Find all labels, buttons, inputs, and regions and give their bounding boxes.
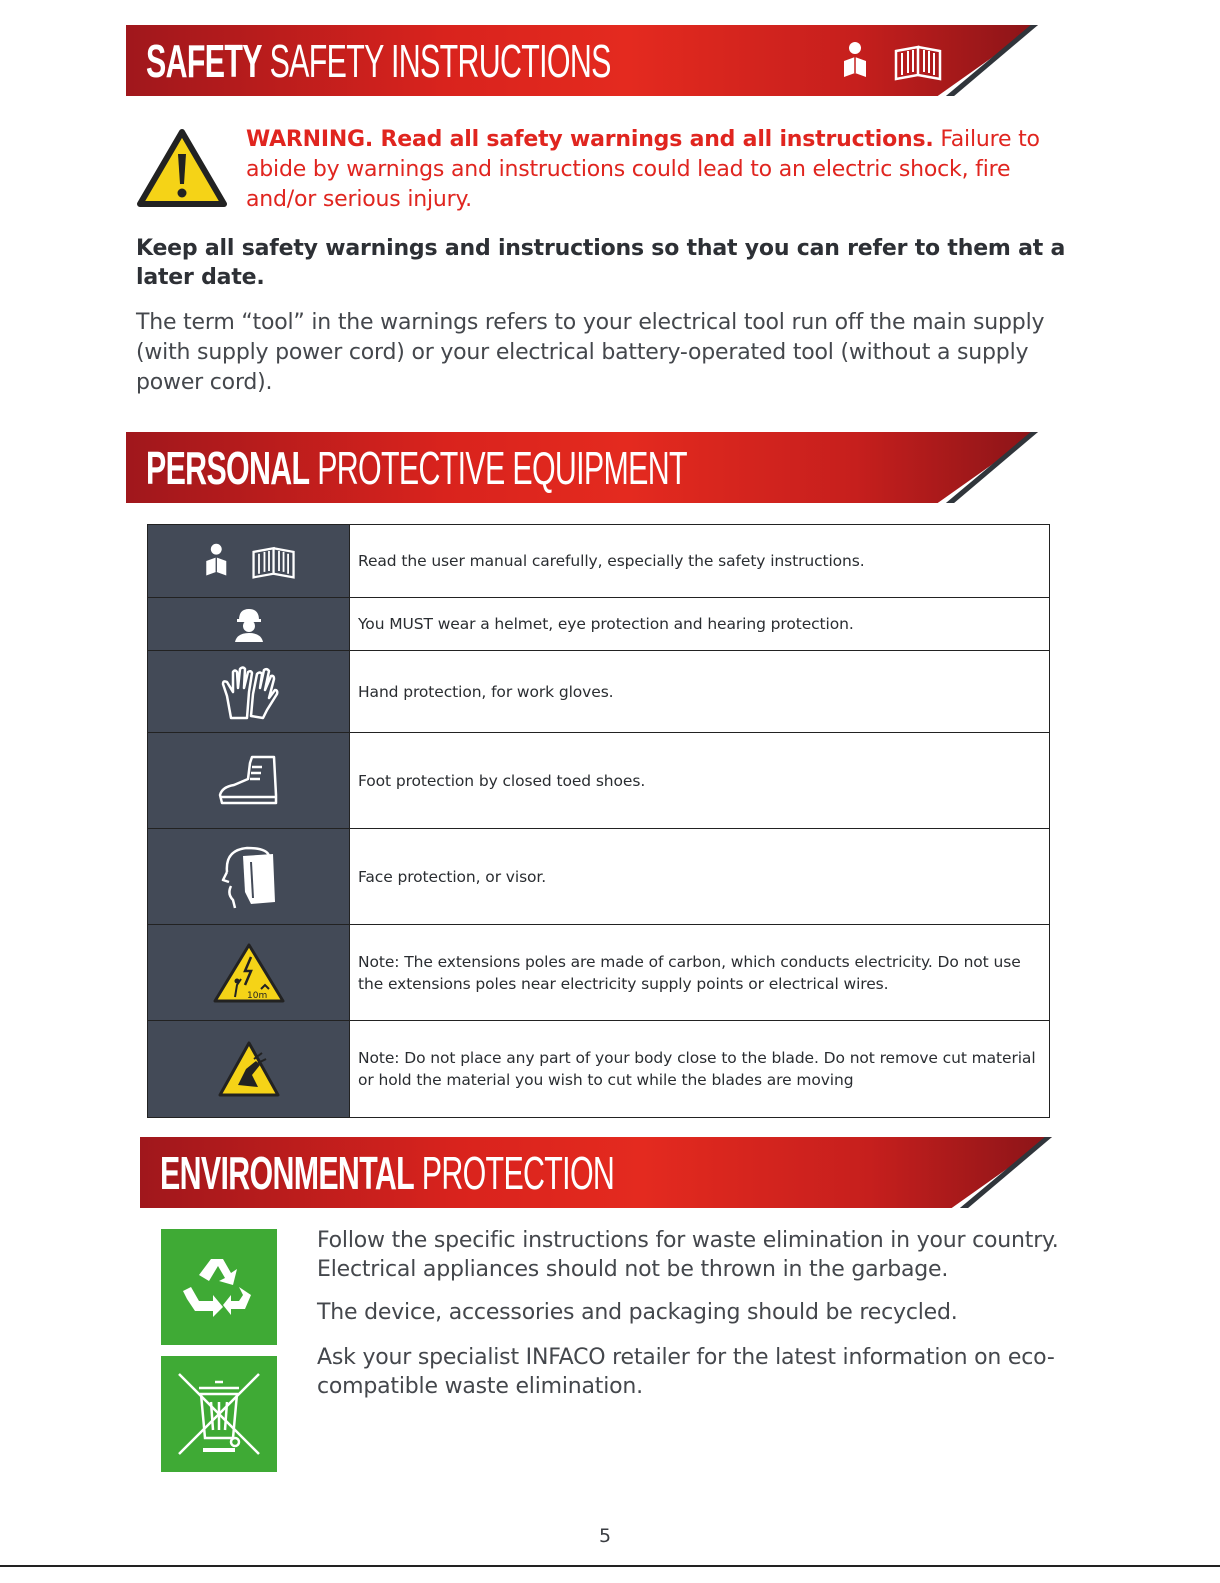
table-row [148, 925, 1049, 1021]
ppe-text: Note: Do not place any part of your body close to the blade. Do not remove cut material or hold the material you wish to cut while the blades are moving [358, 1049, 1036, 1089]
ppe-text: Foot protection by closed toed shoes. [358, 771, 646, 790]
table-row [148, 525, 1049, 598]
face-visor-icon [217, 842, 281, 912]
ppe-text: Hand protection, for work gloves. [358, 682, 614, 701]
table-row [148, 598, 1049, 651]
ppe-text: You MUST wear a helmet, eye protection and hearing protection. [358, 615, 854, 633]
svg-text:10m: 10m [246, 990, 267, 1001]
ppe-text: Read the user manual carefully, especially the safety instructions. [358, 552, 865, 570]
helmet-worker-icon [229, 604, 269, 644]
tool-term-text: The term “tool” in the warnings refers to your electrical tool run off the main supply (with supply power cord) or your electrical battery-operated tool (without a supply power cord). [136, 310, 1045, 395]
table-row [148, 651, 1049, 733]
section-banner-safety [126, 25, 1038, 96]
table-row [148, 733, 1049, 829]
section-title-personal: PERSONAL PROTECTIVE EQUIPMENT [146, 442, 687, 494]
gloves-icon [217, 660, 281, 724]
ppe-text: Note: The extensions poles are made of carbon, which conducts electricity. Do not use the extensions poles near electricity supply points or electrical wires. [358, 952, 1021, 993]
safety-boot-icon [216, 753, 282, 809]
env-paragraph-2: The device, accessories and packaging should be recycled. [317, 1300, 958, 1325]
table-row [148, 1021, 1049, 1117]
ppe-text: Face protection, or visor. [358, 867, 547, 886]
page-number: 5 [598, 1525, 612, 1547]
section-banner-environmental [140, 1137, 1052, 1208]
read-manual-icon [199, 539, 299, 583]
read-manual-icon [836, 39, 946, 83]
env-paragraph-1: Follow the specific instructions for waste elimination in your country. Electrical appliances should not be thrown in the garbage. [317, 1228, 1059, 1282]
keep-instructions-text: Keep all safety warnings and instructions so that you can refer to them at a later date. [136, 236, 1066, 290]
section-title-safety: SAFETY SAFETY INSTRUCTIONS [146, 35, 611, 87]
no-trash-bin-icon [161, 1356, 277, 1472]
env-paragraph-3: Ask your specialist INFACO retailer for the latest information on eco-compatible waste elimination. [317, 1345, 1055, 1399]
ppe-table [147, 524, 1050, 1118]
warning-text: WARNING. Read all safety warnings and all instructions. Failure to abide by warnings and instructions could lead to an electric shock, fire and/or serious injury. [246, 127, 1040, 212]
section-banner-personal [126, 432, 1038, 503]
blade-hazard-icon [216, 1039, 282, 1099]
electric-hazard-icon [211, 941, 287, 1005]
table-row [148, 829, 1049, 925]
warning-triangle-icon [136, 128, 228, 208]
section-title-environmental: ENVIRONMENTAL PROTECTION [160, 1147, 615, 1199]
bottom-rule [0, 1565, 1220, 1567]
recycle-icon [161, 1229, 277, 1345]
